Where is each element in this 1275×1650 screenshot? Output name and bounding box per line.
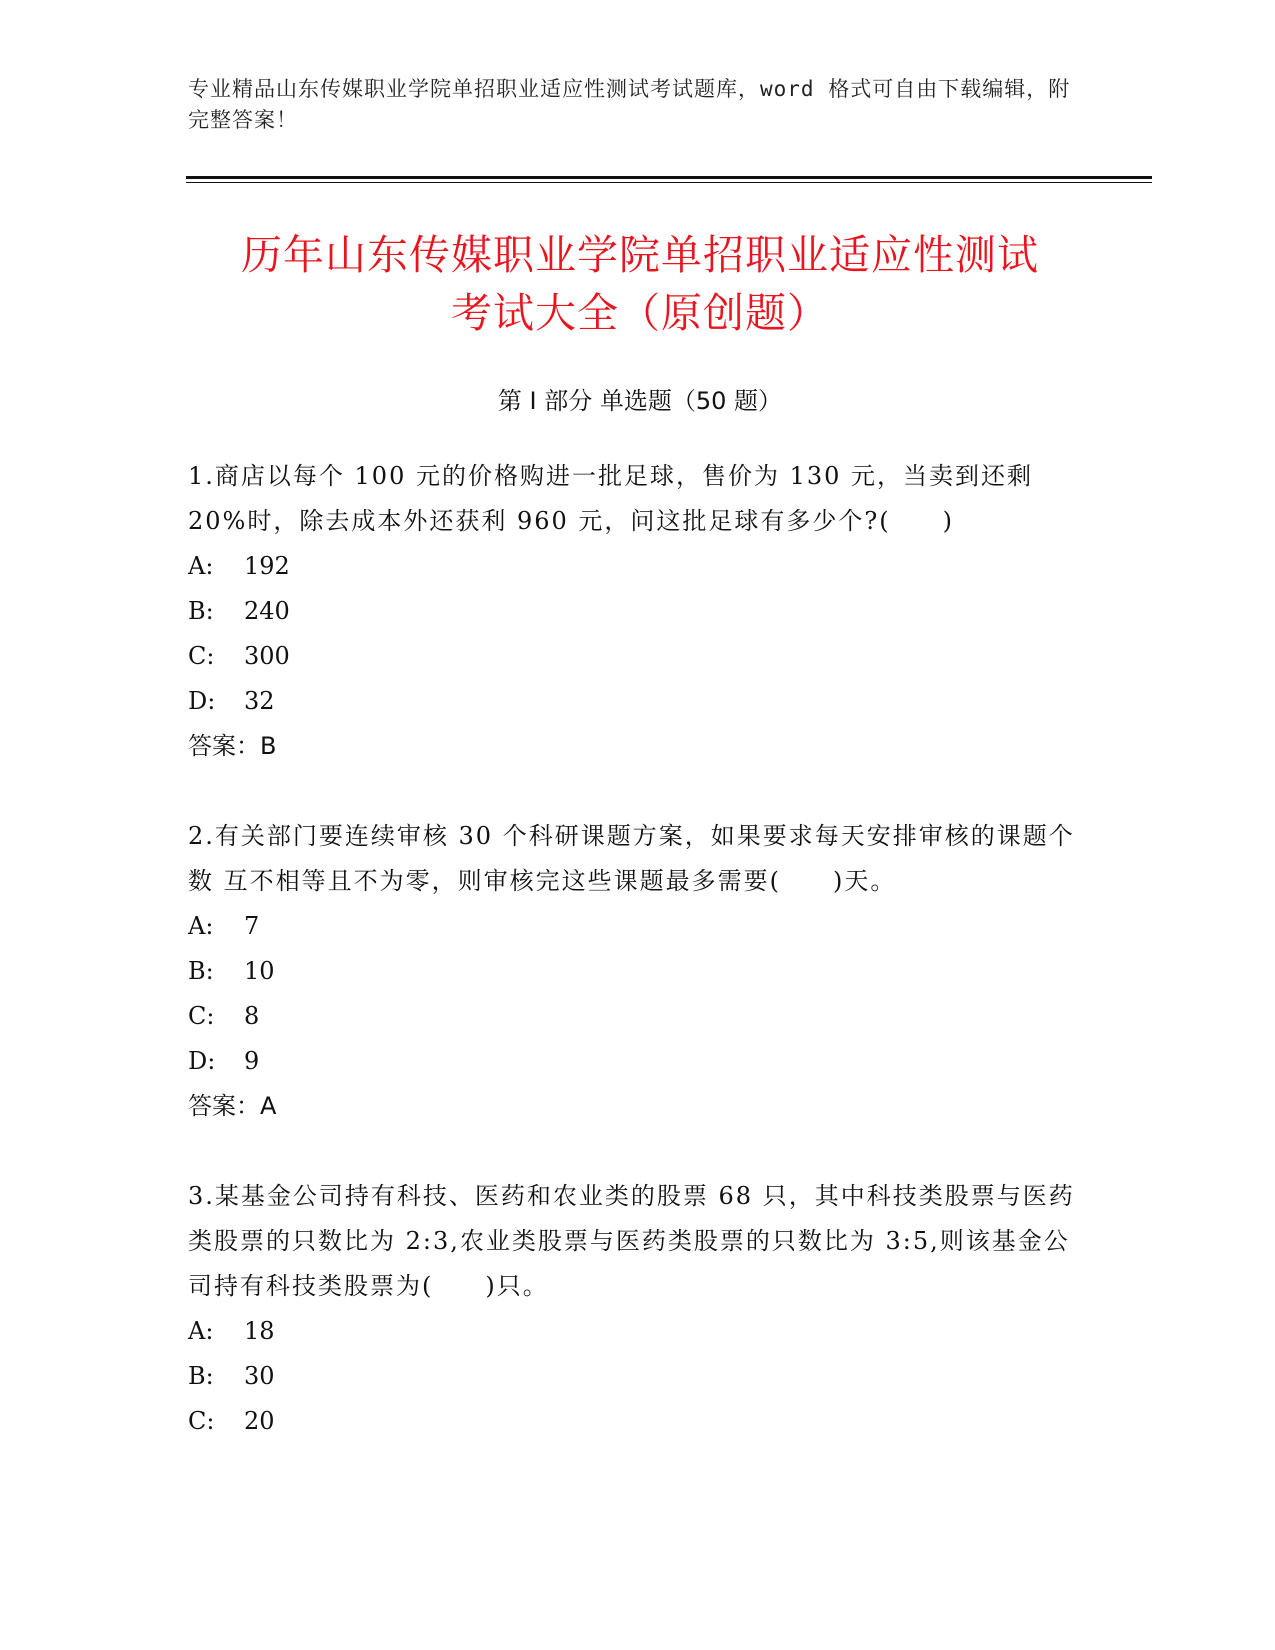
option-letter: A:	[188, 552, 214, 580]
option-c	[188, 634, 1088, 679]
option-b	[188, 949, 1088, 994]
question-2	[188, 814, 1088, 1129]
option-text: 18	[244, 1317, 275, 1345]
section-title: 第 I 部分 单选题（50 题）	[497, 387, 783, 415]
option-text: 240	[244, 597, 290, 625]
option-text: 9	[244, 1047, 260, 1075]
option-letter: C:	[188, 1407, 215, 1435]
question-stem: 3.某基金公司持有科技、医药和农业类的股票 68 只，其中科技类股票与医药 类股票的只数比为 2:3,农业类股票与医药类股票的只数比为 3:5,则该基金公司持有科技类股票为( )只。	[188, 1182, 1075, 1300]
option-text: 10	[244, 957, 275, 985]
option-letter: D:	[188, 687, 216, 715]
option-b	[188, 1354, 1088, 1399]
option-letter: A:	[188, 912, 214, 940]
option-c	[188, 1399, 1088, 1444]
question-3	[188, 1174, 1088, 1444]
question-stem: 1.商店以每个 100 元的价格购进一批足球，售价为 130 元，当卖到还剩 20%时，除去成本外还获利 960 元，问这批足球有多少个?( )	[188, 462, 1034, 535]
option-a	[188, 544, 1088, 589]
option-c	[188, 994, 1088, 1039]
option-letter: B:	[188, 597, 214, 625]
option-text: 30	[244, 1362, 275, 1390]
option-d	[188, 1039, 1088, 1084]
answer-line: 答案：A	[188, 1092, 277, 1120]
document-title-line1: 历年山东传媒职业学院单招职业适应性测试	[241, 231, 1039, 279]
answer-line: 答案：B	[188, 732, 277, 760]
header-note: 专业精品山东传媒职业学院单招职业适应性测试考试题库，word 格式可自由下载编辑，附完整答案！	[188, 77, 1071, 132]
header-rule-thick	[186, 176, 1152, 179]
option-letter: C:	[188, 642, 215, 670]
option-b	[188, 589, 1088, 634]
document-title	[160, 226, 1120, 342]
option-letter: B:	[188, 1362, 214, 1390]
option-text: 20	[244, 1407, 275, 1435]
option-letter: C:	[188, 1002, 215, 1030]
option-letter: D:	[188, 1047, 216, 1075]
option-d	[188, 679, 1088, 724]
question-1	[188, 454, 1088, 769]
option-text: 7	[244, 912, 260, 940]
option-letter: A:	[188, 1317, 214, 1345]
option-a	[188, 904, 1088, 949]
option-text: 8	[244, 1002, 260, 1030]
option-a	[188, 1309, 1088, 1354]
header-rule-thin	[186, 182, 1152, 183]
option-text: 300	[244, 642, 290, 670]
option-letter: B:	[188, 957, 214, 985]
option-text: 32	[244, 687, 275, 715]
question-stem: 2.有关部门要连续审核 30 个科研课题方案，如果要求每天安排审核的课题个数 互不相等且不为零，则审核完这些课题最多需要( )天。	[188, 822, 1075, 895]
document-title-line2: 考试大全（原创题）	[451, 289, 829, 337]
option-text: 192	[244, 552, 290, 580]
